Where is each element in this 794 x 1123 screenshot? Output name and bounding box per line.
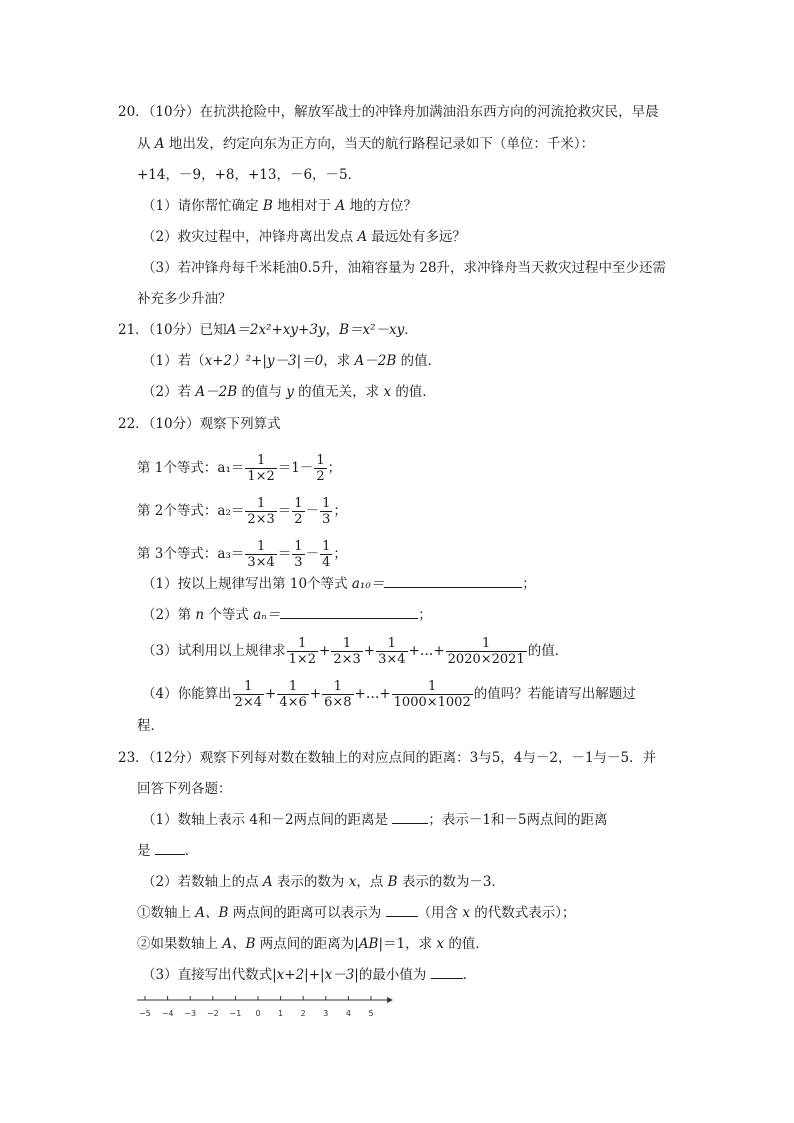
- number-line-label: 4: [345, 1009, 351, 1018]
- text: （1）若（: [142, 353, 205, 369]
- numerator: 1: [256, 496, 266, 511]
- numerator: 1: [288, 679, 298, 694]
- q23-part3: [142, 965, 476, 985]
- text: ；: [333, 503, 347, 519]
- denominator: 3×4: [378, 652, 406, 667]
- q22-head: 22．（10分）观察下列算式: [118, 416, 281, 432]
- q23-line1: 23．（12分）观察下列每对数在数轴上的对应点间的距离：3与5，4与－2，－1与－5．并: [118, 750, 657, 766]
- text: 的值．: [391, 384, 436, 400]
- fraction: [245, 454, 276, 483]
- number-line: [137, 990, 397, 1022]
- text: ，点: [356, 874, 388, 890]
- text: 的值．: [396, 353, 442, 369]
- text: 最远处有多远？: [367, 229, 466, 245]
- text: +…+: [354, 686, 391, 702]
- text: +: [363, 643, 376, 659]
- number-line-label: −2: [206, 1009, 219, 1018]
- eq-lhs: a₁＝: [217, 460, 245, 476]
- text: |＝1，求: [378, 936, 437, 952]
- numerator: 1: [322, 496, 331, 511]
- q23-part1-cont: [137, 841, 198, 861]
- var-y: y: [286, 384, 294, 400]
- q22-part1: [142, 574, 536, 594]
- text: （3）试利用以上规律求: [142, 643, 286, 659]
- fraction: [320, 540, 332, 569]
- denominator: 4: [322, 555, 331, 570]
- text: 的值．: [444, 936, 489, 952]
- q22-part2: [142, 605, 432, 625]
- text: 地出发，约定向东为正方向，当天的航行路程记录如下（单位：千米）：: [164, 136, 595, 152]
- q20-part2: [142, 227, 466, 247]
- numerator: 1: [256, 539, 266, 554]
- q23-part1: [142, 810, 608, 830]
- denominator: 2×3: [333, 652, 361, 667]
- text: （3）直接写出代数式|: [142, 967, 277, 983]
- text: 表示的数为－3．: [397, 874, 505, 890]
- q22-eq3: 第 3个等式：a₃＝ $\frac{1}{3\times 4}$ ＝ $\frac{1}{3}$ － $\frac{1}{4}$ ；: [137, 539, 347, 570]
- q21-head: [118, 320, 418, 340]
- fraction: [376, 637, 407, 666]
- vars-AB: A、B: [195, 905, 229, 921]
- var-B: B: [387, 874, 398, 890]
- text: ；: [333, 546, 347, 562]
- text: （2）救灾过程中，冲锋舟离出发点: [142, 229, 358, 245]
- fraction: [322, 680, 353, 709]
- text: 的值．: [527, 643, 569, 659]
- expr: A－2B: [354, 353, 397, 369]
- number-line-label: 3: [323, 1009, 329, 1018]
- q22-part3: [142, 633, 568, 669]
- fraction: [287, 637, 318, 666]
- fraction: [392, 680, 473, 709]
- fraction: [245, 497, 276, 526]
- numerator: 1: [298, 636, 307, 651]
- text: （2）若: [142, 384, 196, 400]
- fraction: [277, 680, 308, 709]
- number-line-label: −3: [184, 1009, 197, 1018]
- denominator: 4×6: [279, 695, 307, 710]
- q20-part3-cont: 补充多少升油？: [137, 291, 232, 307]
- answer-blank[interactable]: [392, 823, 428, 824]
- text: 从: [137, 136, 155, 152]
- text: （2）第: [142, 607, 196, 623]
- text: （4）你能算出: [142, 686, 232, 702]
- answer-blank[interactable]: [431, 978, 463, 979]
- var-x: x: [462, 905, 470, 921]
- number-line-label: −5: [139, 1009, 151, 1018]
- fraction: [292, 497, 304, 526]
- text: ＝1－: [277, 460, 314, 476]
- fraction: [320, 497, 332, 526]
- fraction: [292, 540, 304, 569]
- text: 21．（10分）已知: [118, 322, 227, 338]
- numerator: 1: [342, 636, 352, 651]
- eq-lhs: a₂＝: [217, 503, 245, 519]
- text: 的值与: [237, 384, 287, 400]
- expr-A: A＝2x²+xy+3y: [226, 322, 326, 338]
- text: +…+: [408, 643, 445, 659]
- denominator: 3: [294, 555, 303, 570]
- var-x: x: [348, 874, 357, 890]
- numerator: 1: [482, 636, 491, 651]
- numerator: 1: [322, 539, 331, 554]
- denominator: 3: [322, 512, 331, 527]
- text: ．: [404, 322, 418, 338]
- text: 两点间的距离为|: [255, 936, 359, 952]
- expr: A－2B: [195, 384, 238, 400]
- q20-line1: 20．（10分）在抗洪抢险中，解放军战士的冲锋舟加满油沿东西方向的河流抢救灾民，早晨: [118, 104, 659, 120]
- text: |的最小值为: [354, 967, 431, 983]
- q23-part2: [142, 872, 505, 892]
- text: 两点间的距离可以表示为: [228, 905, 386, 921]
- number-line-label: 5: [368, 1009, 374, 1018]
- text: +: [319, 643, 331, 659]
- q21-part1: [142, 351, 441, 371]
- q22-eq1: [137, 450, 341, 486]
- text: （1）请你帮忙确定: [142, 198, 263, 214]
- var-a10: a₁₀＝: [351, 576, 385, 592]
- answer-blank[interactable]: [155, 854, 185, 855]
- denominator: 2: [316, 469, 325, 484]
- q22-part4: [142, 676, 636, 712]
- q20-line2: [137, 134, 594, 154]
- denominator: 6×8: [324, 695, 352, 710]
- eq-label: 第 3个等式：: [137, 546, 218, 562]
- q21-part2: [142, 382, 436, 402]
- numerator: 1: [294, 496, 303, 511]
- number-line-label: −4: [161, 1009, 174, 1018]
- q23-line2: 回答下列各题：: [137, 781, 232, 797]
- text: ；: [522, 576, 536, 592]
- denominator: 2: [294, 512, 303, 527]
- expr: x－3: [324, 967, 355, 983]
- text: 地的方位？: [345, 198, 417, 214]
- expr-B: B＝x²－xy: [339, 322, 405, 338]
- var-an: aₙ＝: [253, 607, 281, 623]
- q22-eq2: 第 2个等式：a₂＝ $\frac{1}{2\times 3}$ ＝ $\frac{1}{2}$ － $\frac{1}{3}$ ；: [137, 496, 347, 527]
- denominator: 2×4: [234, 695, 263, 710]
- eq-label: 第 1个等式：: [137, 460, 218, 476]
- q23-sub2: [137, 934, 489, 954]
- denominator: 1×2: [288, 652, 317, 667]
- text: +: [265, 686, 277, 702]
- var-A: A: [357, 229, 368, 245]
- text: ．: [184, 843, 199, 859]
- text: 地相对于: [272, 198, 336, 214]
- vars-AB: A、B: [222, 936, 256, 952]
- text: ．: [462, 967, 477, 983]
- text: ①数轴上: [137, 905, 196, 921]
- numerator: 1: [294, 539, 303, 554]
- var-x: x: [383, 384, 392, 400]
- var-A: A: [154, 136, 165, 152]
- numerator: 1: [387, 636, 396, 651]
- number-line-label: 1: [278, 1009, 284, 1018]
- fraction: [233, 680, 264, 709]
- fraction: [446, 637, 527, 666]
- numerator: 1: [244, 679, 253, 694]
- denominator: 2020×2021: [447, 652, 525, 667]
- var-n: n: [195, 607, 205, 623]
- number-line-label: 2: [300, 1009, 306, 1018]
- var-A: A: [335, 198, 346, 214]
- denominator: 2×3: [247, 512, 275, 527]
- var-AB: AB: [358, 936, 379, 952]
- q22-part4-cont: 程．: [137, 718, 164, 734]
- fraction: [314, 454, 326, 483]
- text: （1）数轴上表示 4和－2两点间的距离是: [142, 812, 393, 828]
- var-B: B: [262, 198, 273, 214]
- answer-blank[interactable]: [384, 587, 522, 588]
- q20-part1: [142, 196, 417, 216]
- numerator: 1: [316, 453, 325, 468]
- denominator: 1000×1002: [393, 695, 471, 710]
- number-line-label: −1: [229, 1009, 242, 1018]
- eq-lhs: a₃＝: [217, 546, 245, 562]
- text: ②如果数轴上: [137, 936, 223, 952]
- fraction: [245, 540, 276, 569]
- number-line-arrow: [387, 997, 393, 1003]
- q23-sub1: [137, 903, 576, 923]
- text: ，求: [323, 353, 355, 369]
- answer-blank[interactable]: [386, 916, 418, 917]
- text: ；: [418, 607, 432, 623]
- text: +: [309, 686, 322, 702]
- numerator: 1: [333, 679, 342, 694]
- denominator: 3×4: [247, 555, 275, 570]
- q20-part3: （3）若冲锋舟每千米耗油0.5升，油箱容量为 28升，求冲锋舟当天救灾过程中至少还需: [142, 260, 667, 276]
- var-A: A: [262, 874, 273, 890]
- q20-record: +14，－9，+8，+13，－6，－5．: [137, 167, 362, 183]
- text: ；表示－1和－5两点间的距离: [428, 812, 608, 828]
- text: 的值无关，求: [293, 384, 384, 400]
- text: ，: [325, 322, 340, 338]
- text: （2）若数轴上的点: [142, 874, 263, 890]
- numerator: 1: [428, 679, 437, 694]
- text: ；: [327, 460, 342, 476]
- text: 的值吗？若能请写出解题过: [473, 686, 636, 702]
- eq-label: 第 2个等式：: [137, 503, 218, 519]
- text: 是: [137, 843, 155, 859]
- denominator: 1×2: [247, 469, 275, 484]
- expr: x+2）²+|y－3|＝0: [204, 353, 324, 369]
- var-x: x: [436, 936, 445, 952]
- number-line-label: 0: [255, 1009, 261, 1018]
- text: 的代数式表示）；: [469, 905, 576, 921]
- expr: x+2: [276, 967, 305, 983]
- text: 表示的数为: [272, 874, 349, 890]
- text: 个等式: [204, 607, 254, 623]
- text: |+|: [304, 967, 325, 983]
- numerator: 1: [256, 453, 266, 468]
- answer-blank[interactable]: [280, 618, 418, 619]
- text: （用含: [417, 905, 463, 921]
- number-line-ticks: [139, 996, 373, 1018]
- text: （1）按以上规律写出第 10个等式: [142, 576, 352, 592]
- fraction: [331, 637, 362, 666]
